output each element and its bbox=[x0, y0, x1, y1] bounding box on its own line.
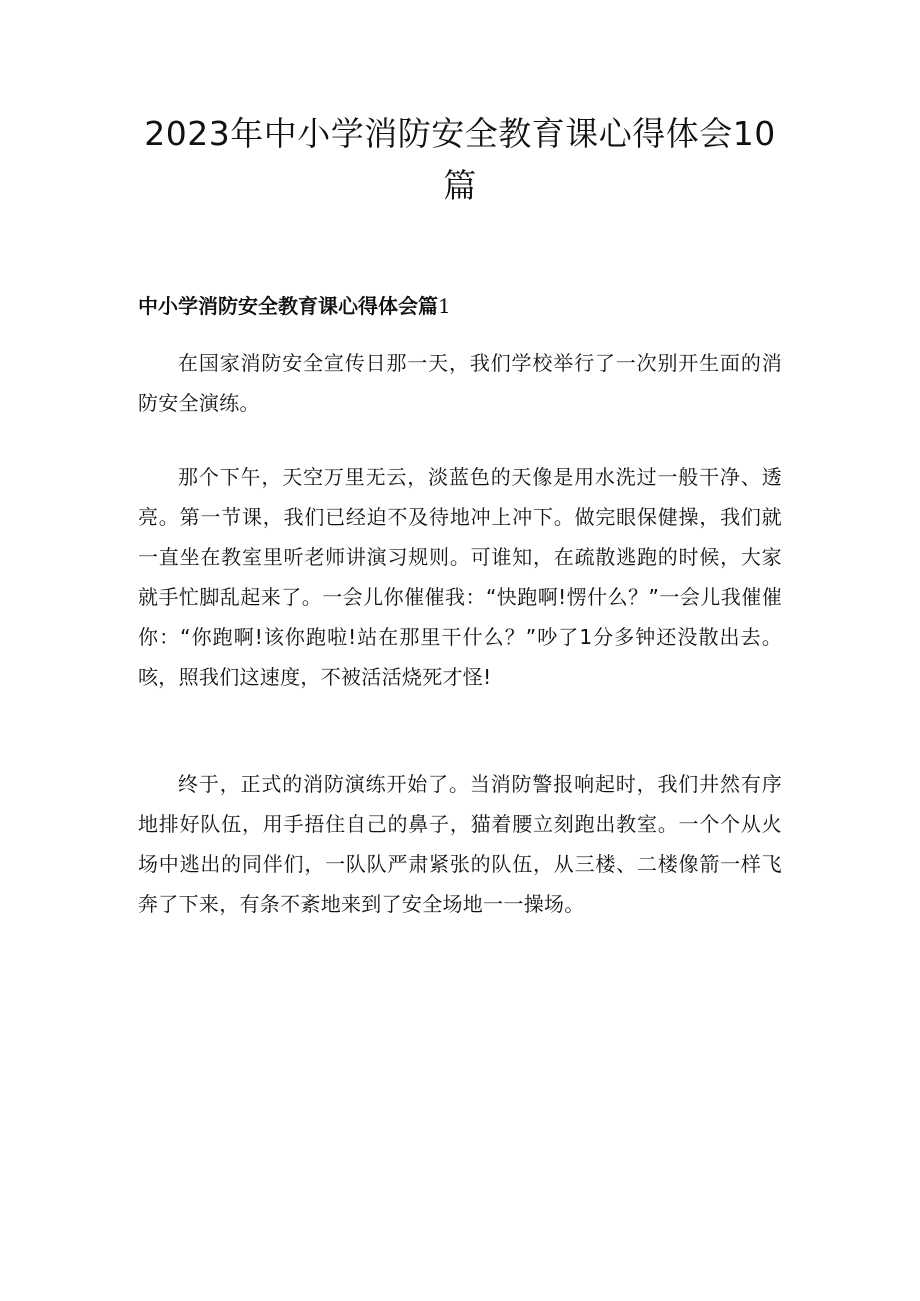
section-heading bbox=[138, 291, 782, 321]
paragraph-2: 那个下午，天空万里无云，淡蓝色的天像是用水洗过一般干净、透亮。第一节课，我们已经迫不及待地冲上冲下。做完眼保健操，我们就一直坐在教室里听老师讲演习规则。可谁知，在疏散逃跑的时候，大家就手忙脚乱起来了。一会儿你催催我：“快跑啊!愣什么？”一会儿我催催你：“你跑啊!该你跑啦!站在那里干什么？”吵了1分多钟还没散出去。咳，照我们这速度，不被活活烧死才怪! bbox=[138, 465, 782, 689]
section-number: 1 bbox=[438, 294, 451, 318]
paragraph-1: 在国家消防安全宣传日那一天，我们学校举行了一次别开生面的消防安全演练。 bbox=[138, 351, 782, 415]
paragraph-3: 终于，正式的消防演练开始了。当消防警报响起时，我们井然有序地排好队伍，用手捂住自己的鼻子，猫着腰立刻跑出教室。一个个从火场中逃出的同伴们，一队队严肃紧张的队伍，从三楼、二楼像箭一样飞奔了下来，有条不紊地来到了安全场地一一操场。 bbox=[138, 772, 782, 916]
document-title: 2023年中小学消防安全教育课心得体会10篇 bbox=[144, 114, 776, 205]
section-heading-text: 中小学消防安全教育课心得体会篇 bbox=[138, 294, 438, 318]
